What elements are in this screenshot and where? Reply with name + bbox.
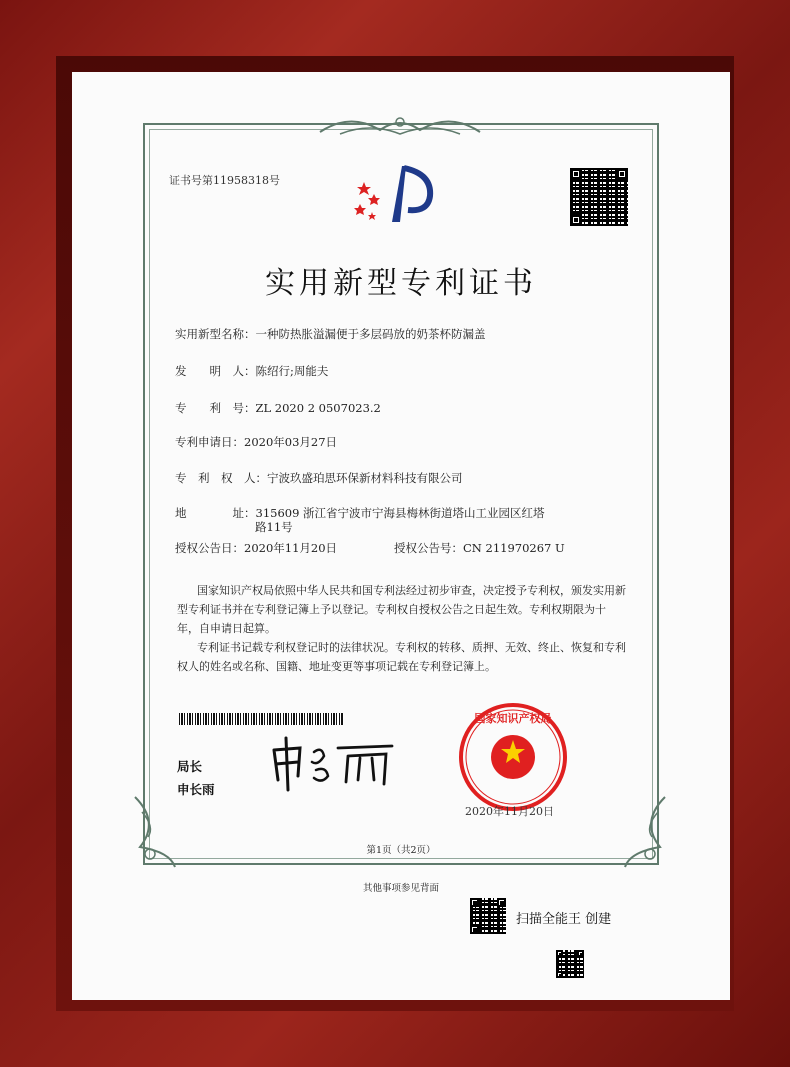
field-application-date [175,434,337,450]
field-label: 专 利 号： [175,401,256,415]
corner-ornament-left [130,792,180,872]
patent-office-logo [352,160,442,228]
top-ornament [310,112,490,140]
signer-block [177,755,215,801]
field-label: 授权公告日： [175,541,244,555]
scanner-watermark-text: 扫描全能王 创建 [516,912,612,927]
field-value: 陈绍行;周能夫 [255,364,329,378]
certificate-mat [72,72,730,1000]
field-value: 一种防热胀溢漏便于多层码放的奶茶杯防漏盖 [255,327,486,341]
official-seal [458,702,568,812]
field-label: 实用新型名称： [175,327,256,341]
field-label: 专利申请日： [175,435,244,449]
signer-name: 申长雨 [177,782,215,797]
field-value: ZL 2020 2 0507023.2 [255,401,381,415]
field-utility-model-name [175,326,486,342]
certificate-qr-code [570,168,628,226]
field-value: 2020年11月20日 [244,541,338,555]
field-value: 宁波玖盛珀思环保新材料科技有限公司 [267,471,463,485]
small-qr-code [556,950,584,978]
certificate-number: 证书号第11958318号 [169,174,280,187]
back-page-note: 其他事项参见背面 [362,883,439,894]
field-label: 发 明 人： [175,364,256,378]
seal-text: 国家知识产权局 [474,712,552,725]
certificate-paragraph-2: 专利证书记载专利权登记时的法律状况。专利权的转移、质押、无效、终止、恢复和专利权人的姓名或名称、国籍、地址变更等事项记载在专利登记簿上。 [177,641,626,673]
field-label: 专 利 权 人： [175,471,267,485]
field-grant-number [394,540,565,556]
field-patentee [175,470,463,486]
seal-date: 2020年11月20日 [465,805,554,818]
field-grant-date [175,540,337,556]
field-value: CN 211970267 U [463,541,565,555]
scanner-watermark-qr [470,898,506,934]
field-value: 路11号 [255,520,293,534]
certificate-barcode [179,713,344,725]
field-value: 315609 浙江省宁波市宁海县梅林街道塔山工业园区红塔 [255,506,545,520]
field-address-continued [255,519,293,535]
field-value: 2020年03月27日 [244,435,338,449]
certificate-title: 实用新型专利证书 [265,266,537,301]
signer-title: 局长 [177,759,203,774]
certificate-paragraph-1: 国家知识产权局依照中华人民共和国专利法经过初步审查，决定授予专利权，颁发实用新型专利证书并在专利登记簿上予以登记。专利权自授权公告之日起生效。专利权期限为十年，自申请日起算。 [177,584,626,635]
corner-ornament-right [620,792,670,872]
field-address [175,505,545,521]
field-patent-number [175,400,381,416]
page-info: 第1页（共2页） [366,845,436,856]
field-label: 授权公告号： [394,541,463,555]
field-label: 地 址： [175,506,256,520]
handwritten-signature [264,732,404,792]
field-inventors [175,363,328,379]
